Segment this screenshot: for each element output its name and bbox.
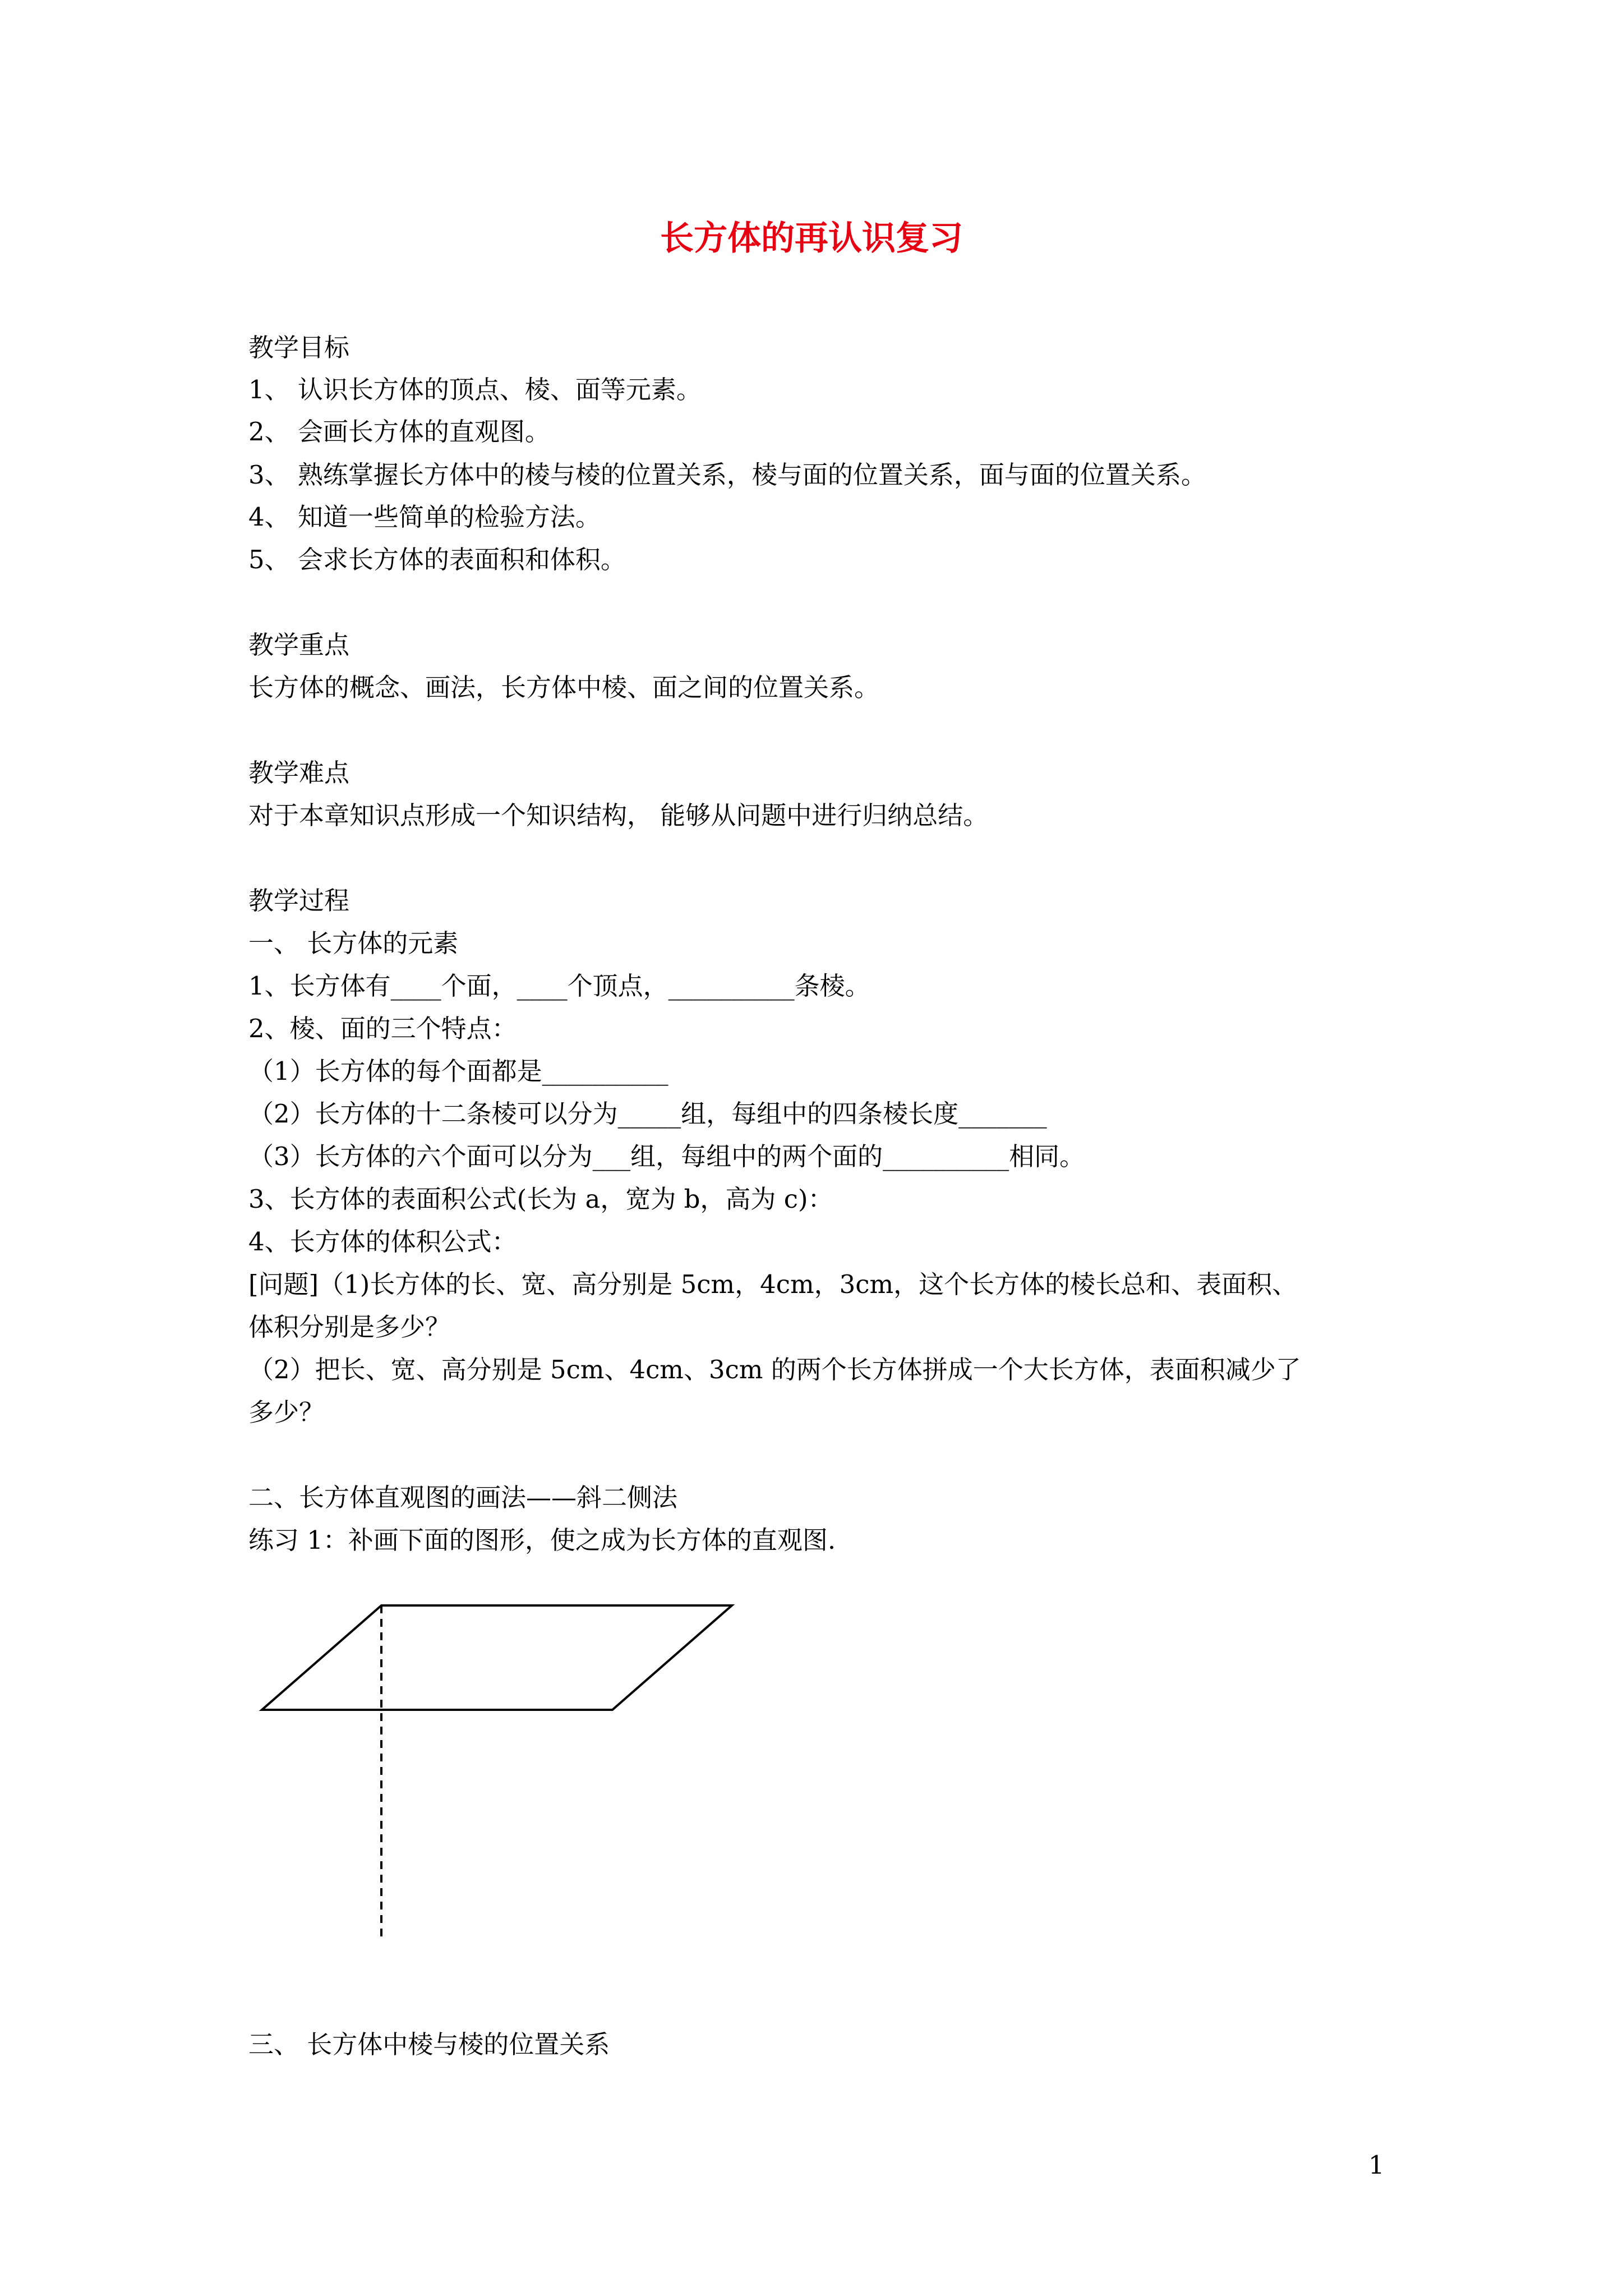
question-2-3: （3）长方体的六个面可以分为___组，每组中的两个面的__________相同。 — [248, 1142, 1085, 1171]
difficulties-heading: 教学难点 — [248, 758, 350, 788]
page-number: 1 — [1368, 2150, 1385, 2180]
problem-1: [问题]（1)长方体的长、宽、高分别是 5cm，4cm，3cm，这个长方体的棱长总和、表面积、 — [248, 1269, 1298, 1299]
question-1: 1、长方体有____个面，____个顶点，__________条棱。 — [248, 971, 870, 1001]
page-title: 长方体的再认识复习 — [660, 219, 963, 258]
question-2-2: （2）长方体的十二条棱可以分为_____组，每组中的四条棱长度_______ — [248, 1099, 1047, 1129]
process-heading: 教学过程 — [248, 886, 350, 915]
problem-2-continued: 多少？ — [248, 1397, 325, 1427]
problem-2: （2）把长、宽、高分别是 5cm、4cm、3cm 的两个长方体拼成一个大长方体，表面积减少了 — [248, 1355, 1301, 1384]
objective-item: 4、 知道一些简单的检验方法。 — [248, 502, 601, 532]
objective-item: 3、 熟练掌握长方体中的棱与棱的位置关系，棱与面的位置关系，面与面的位置关系。 — [248, 460, 1206, 490]
question-2: 2、棱、面的三个特点： — [248, 1014, 517, 1043]
exercise-1: 练习 1：补画下面的图形，使之成为长方体的直观图. — [248, 1525, 836, 1555]
section1-heading: 一、 长方体的元素 — [248, 928, 459, 958]
section3-heading: 三、 长方体中棱与棱的位置关系 — [248, 2030, 610, 2059]
cuboid-top-face — [262, 1605, 732, 1710]
section2-heading: 二、长方体直观图的画法——斜二侧法 — [248, 1483, 678, 1512]
difficulties-text: 对于本章知识点形成一个知识结构， 能够从问题中进行归纳总结。 — [248, 800, 989, 830]
question-3: 3、长方体的表面积公式(长为 a，宽为 b，高为 c)： — [248, 1184, 833, 1214]
key-points-heading: 教学重点 — [248, 630, 350, 660]
objective-item: 1、 认识长方体的顶点、棱、面等元素。 — [248, 375, 702, 404]
objective-item: 5、 会求长方体的表面积和体积。 — [248, 545, 626, 574]
objective-item: 2、 会画长方体的直观图。 — [248, 417, 550, 447]
problem-1-continued: 体积分别是多少？ — [248, 1312, 451, 1342]
cuboid-sketch — [247, 1604, 751, 1952]
key-points-text: 长方体的概念、画法，长方体中棱、面之间的位置关系。 — [248, 673, 880, 702]
question-4: 4、长方体的体积公式： — [248, 1227, 517, 1257]
objectives-heading: 教学目标 — [248, 333, 350, 362]
question-2-1: （1）长方体的每个面都是__________ — [248, 1056, 668, 1086]
